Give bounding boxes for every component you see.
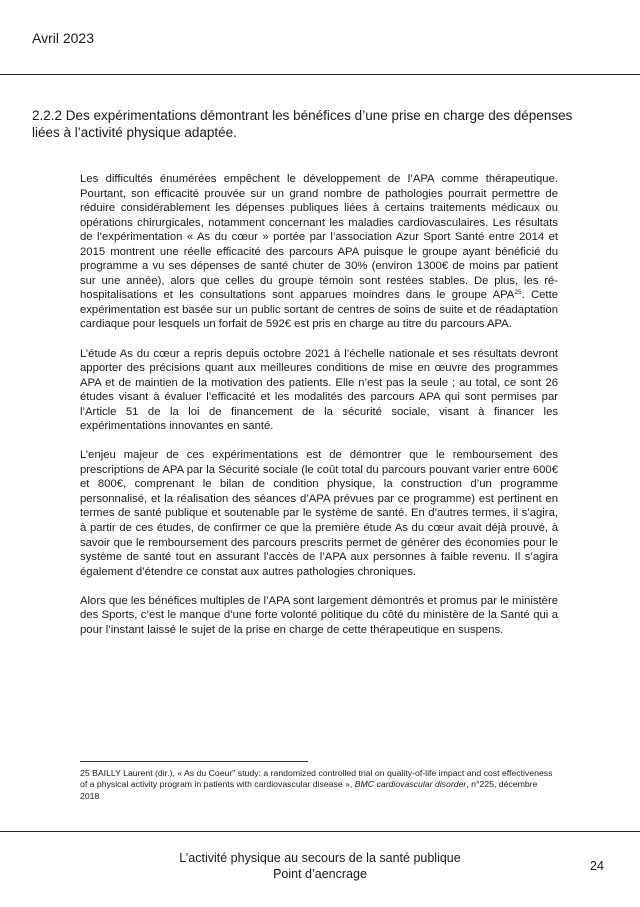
paragraph-1-text-end: . Cette expérimentation est basée sur un public sortant de centres de soins de suite et de réadaptation cardiaque pour lesquels un forfait de 592€ est pris en charge au titre du parcours APA. [80,289,558,331]
footnote-divider [80,761,308,762]
footer-subtitle: Point d’aencrage [273,867,367,881]
footer [0,850,640,882]
footer-title: L’activité physique au secours de la santé publique [179,851,461,865]
footer-divider [0,831,640,832]
paragraph-4: Alors que les bénéfices multiples de l’APA sont largement démontrés et promus par le ministère des Sports, c’est le manque d’une forte volonté politique du côté du ministère de la Santé qui a pour l’instant laissé le sujet de la prise en charge de cette thérapeutique en suspens. [80,594,558,636]
paragraph-1-text: Les difficultés énumérées empêchent le développement de l’APA comme thérapeutique. Pourtant, son efficacité prouvée sur un grand nombre de pathologies pourrait permettre de réduire considérablement les dépenses publiques liées à certains traitements médicaux ou opérations chirurgicales, notamment concernant les maladies cardiovasculaires. Les résultats de l’expérimentation « As du cœur » portée par l’association Azur Sport Santé entre 2014 et 2015 montrent une réelle efficacité des parcours APA puisque le groupe ayant bénéficié du programme a vu ses dépenses de santé chuter de 30% (environ 1300€ de moins par patient sur une année), alors que celles du groupe témoin sont restées stables. De plus, les ré-hospitalisations et les consultations sont apparues moindres dans le groupe APA [80,173,558,302]
paragraph-2: L’étude As du cœur a repris depuis octobre 2021 à l’échelle nationale et ses résultats devront apporter des précisions quant aux meilleures conditions de mise en œuvre des programmes APA et de maintien de la motivation des patients. Elle n’est pas la seule ; au total, ce sont 26 études visant à évaluer l’efficacité et les modalités des parcours APA qui sont permises par l’Article 51 de la loi de financement de la sécurité sociale, visant à financer les expérimentations innovantes en santé. [80,347,558,433]
footnote-ref-25[interactable]: 25 [514,289,522,297]
section-title: 2.2.2 Des expérimentations démontrant les bénéfices d’une prise en charge des dépenses liées à l’activité physique adaptée. [32,108,573,140]
body-text [80,172,558,652]
header-divider [0,74,640,75]
paragraph-3: L’enjeu majeur de ces expérimentations est de démontrer que le remboursement des prescriptions de APA par la Sécurité sociale (le coût total du parcours pouvant varier entre 600€ et 800€, comprenant le bilan de condition physique, la construction d’un programme personnalisé, et la réalisation des séances d’APA prévues par ce programme) est pertinent en termes de santé publique et soutenable par le système de santé. En d’autres termes, il s’agira, à partir de ces études, de confirmer ce que la première étude As du cœur avait déjà prouvé, à savoir que le remboursement des parcours prescrits permet de générer des économies pour le système de santé tout en assurant l’accès de l’APA aux personnes à faible revenu. Il s’agira également d’étendre ce constat aux autres pathologies chroniques. [80,449,558,578]
paragraph-1 [80,172,558,332]
footnote-text: 25 BAILLY Laurent (dir.), « As du Coeur" study: a randomized controlled trial on quality-of-life impact and cost effectiveness of a physical activity program in patients with cardiovascular disease », [80,768,553,790]
footnote-journal: BMC cardiovascular disorder [354,779,467,790]
header-date: Avril 2023 [32,30,95,46]
footnote-tail: , n°225, décembre 2018 [80,779,538,801]
page-number: 24 [590,859,604,873]
footnote-25 [80,768,558,802]
